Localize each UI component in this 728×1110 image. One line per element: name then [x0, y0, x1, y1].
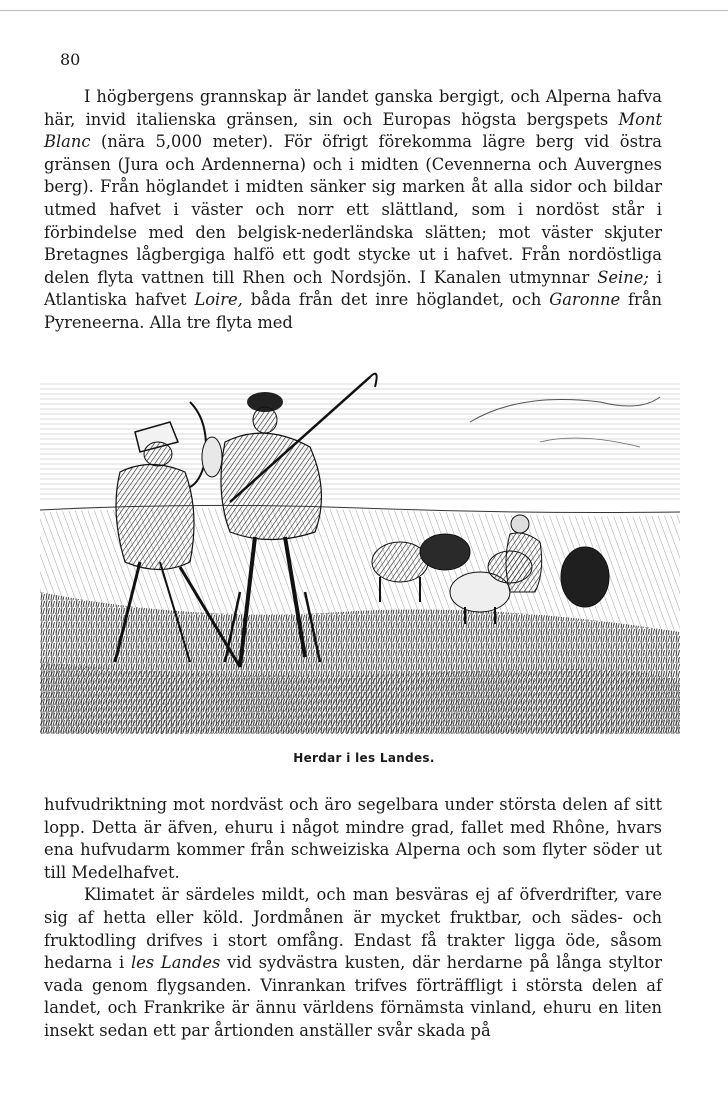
shepherds-on-stilts-engraving — [40, 362, 680, 734]
text-run: I högbergens grannskap är landet ganska bergigt, och Alperna hafva här, invid italienska gränsen, sin och Europas högsta bergspets — [44, 87, 662, 129]
italic-term: Mont Blanc — [44, 109, 662, 152]
text-run: från Pyreneerna. Alla tre flyta med — [44, 290, 662, 332]
text-run: vid sydvästra kusten, där herdarne på långa styltor vada genom flygsanden. Vinrankan trifves förträffligt i största delen af landet, och Frankrike är ännu världens förnämsta vinland, ehuru en liten insekt sedan ett par årtionden anställer svår skada på — [44, 953, 662, 1040]
engraving-illustration — [40, 362, 680, 734]
text-run: (nära 5,000 meter). För öfrigt förekomma lägre berg vid östra gränsen (Jura och Ardennerna) och i midten (Cevennerna och Auvergnes berg). Från höglandet i midten sänker sig marken åt alla sidor och bildar utmed hafvet i väster och norr ett slättland, som i nordöst står i förbindelse med den belgisk-nederländska slätten; mot väster skjuter Bretagnes lågbergiga halfö ett godt stycke ut i hafvet. Från nordöstliga delen flyta vattnen till Rhen och Nordsjön. I Kanalen utmynnar — [44, 132, 662, 287]
paragraph — [44, 86, 662, 335]
italic-term: Loire, — [194, 290, 243, 310]
paragraph — [44, 884, 662, 1042]
text-run: båda från det inre höglandet, och — [242, 290, 550, 310]
text-block-lower — [44, 794, 662, 1043]
italic-term: les Landes — [130, 953, 221, 973]
top-rule — [0, 10, 728, 11]
page-number: 80 — [60, 50, 81, 69]
italic-term: Garonne — [549, 290, 621, 310]
text-run: i Atlantiska hafvet — [44, 267, 662, 310]
italic-term: Seine; — [597, 267, 649, 287]
text-block-upper — [44, 86, 662, 335]
text-run: Klimatet är särdeles mildt, och man besväras ej af öfverdrifter, vare sig af hetta eller köld. Jordmånen är mycket fruktbar, och sädes- och fruktodling drifves i stort omfång. Endast få trakter ligga öde, såsom hedarna i — [44, 885, 662, 973]
paragraph — [44, 794, 662, 884]
text-run: hufvudriktning mot nordväst och äro segelbara under största delen af sitt lopp. Detta är äfven, ehuru i något mindre grad, fallet med Rhône, hvars ena hufvudarm kommer från schweiziska Alperna och som flyter söder ut till Medelhafvet. — [44, 795, 662, 882]
figure-caption: Herdar i les Landes. — [293, 751, 435, 765]
